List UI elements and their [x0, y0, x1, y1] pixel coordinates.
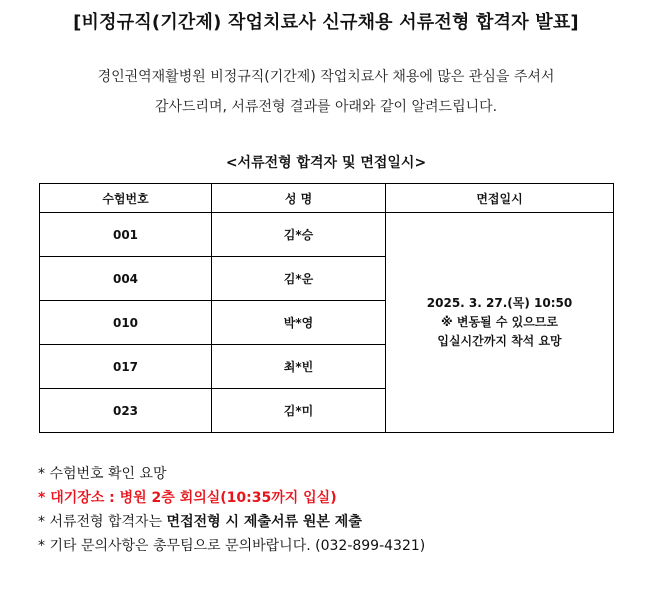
- header-name: 성 명: [212, 184, 386, 213]
- page-title: [비정규직(기간제) 작업치료사 신규채용 서류전형 합격자 발표]: [73, 12, 579, 33]
- notes-list: [38, 462, 425, 558]
- table-header-row: [40, 184, 614, 213]
- exam-number-cell: 001: [40, 213, 212, 257]
- interview-datetime: 2025. 3. 27.(목) 10:50: [426, 296, 573, 310]
- interview-note-line-1: ※ 변동될 수 있으므로: [441, 315, 558, 329]
- table-row: [40, 213, 614, 257]
- note-original-documents-prefix: * 서류전형 합격자는: [38, 514, 167, 530]
- interview-note-line-2: 입실시간까지 착석 요망: [437, 334, 562, 348]
- exam-number-cell: 010: [40, 301, 212, 345]
- intro-line-2: 감사드리며, 서류전형 결과를 아래와 같이 알려드립니다.: [154, 99, 498, 115]
- exam-number-cell: 004: [40, 257, 212, 301]
- intro-line-1: 경인권역재활병원 비정규직(기간제) 작업치료사 채용에 많은 관심을 주셔서: [97, 69, 555, 85]
- applicant-name-cell: 김*운: [212, 257, 386, 301]
- note-original-documents-emphasis: 면접전형 시 제출서류 원본 제출: [166, 514, 362, 530]
- results-table: [39, 183, 614, 433]
- note-contact-info: * 기타 문의사항은 총무팀으로 문의바랍니다. (032-899-4321): [38, 538, 426, 554]
- exam-number-cell: 017: [40, 345, 212, 389]
- note-original-documents: [38, 510, 425, 534]
- applicant-name-cell: 박*영: [212, 301, 386, 345]
- exam-number-cell: 023: [40, 389, 212, 433]
- note-exam-number-check: * 수험번호 확인 요망: [38, 466, 167, 482]
- applicant-name-cell: 최*빈: [212, 345, 386, 389]
- header-exam-number: 수험번호: [40, 184, 212, 213]
- note-waiting-place: * 대기장소 : 병원 2층 회의실(10:35까지 입실): [38, 490, 337, 506]
- applicant-name-cell: 김*승: [212, 213, 386, 257]
- header-interview-datetime: 면접일시: [386, 184, 614, 213]
- applicant-name-cell: 김*미: [212, 389, 386, 433]
- interview-datetime-cell: [386, 213, 614, 433]
- table-caption: <서류전형 합격자 및 면접일시>: [225, 155, 427, 171]
